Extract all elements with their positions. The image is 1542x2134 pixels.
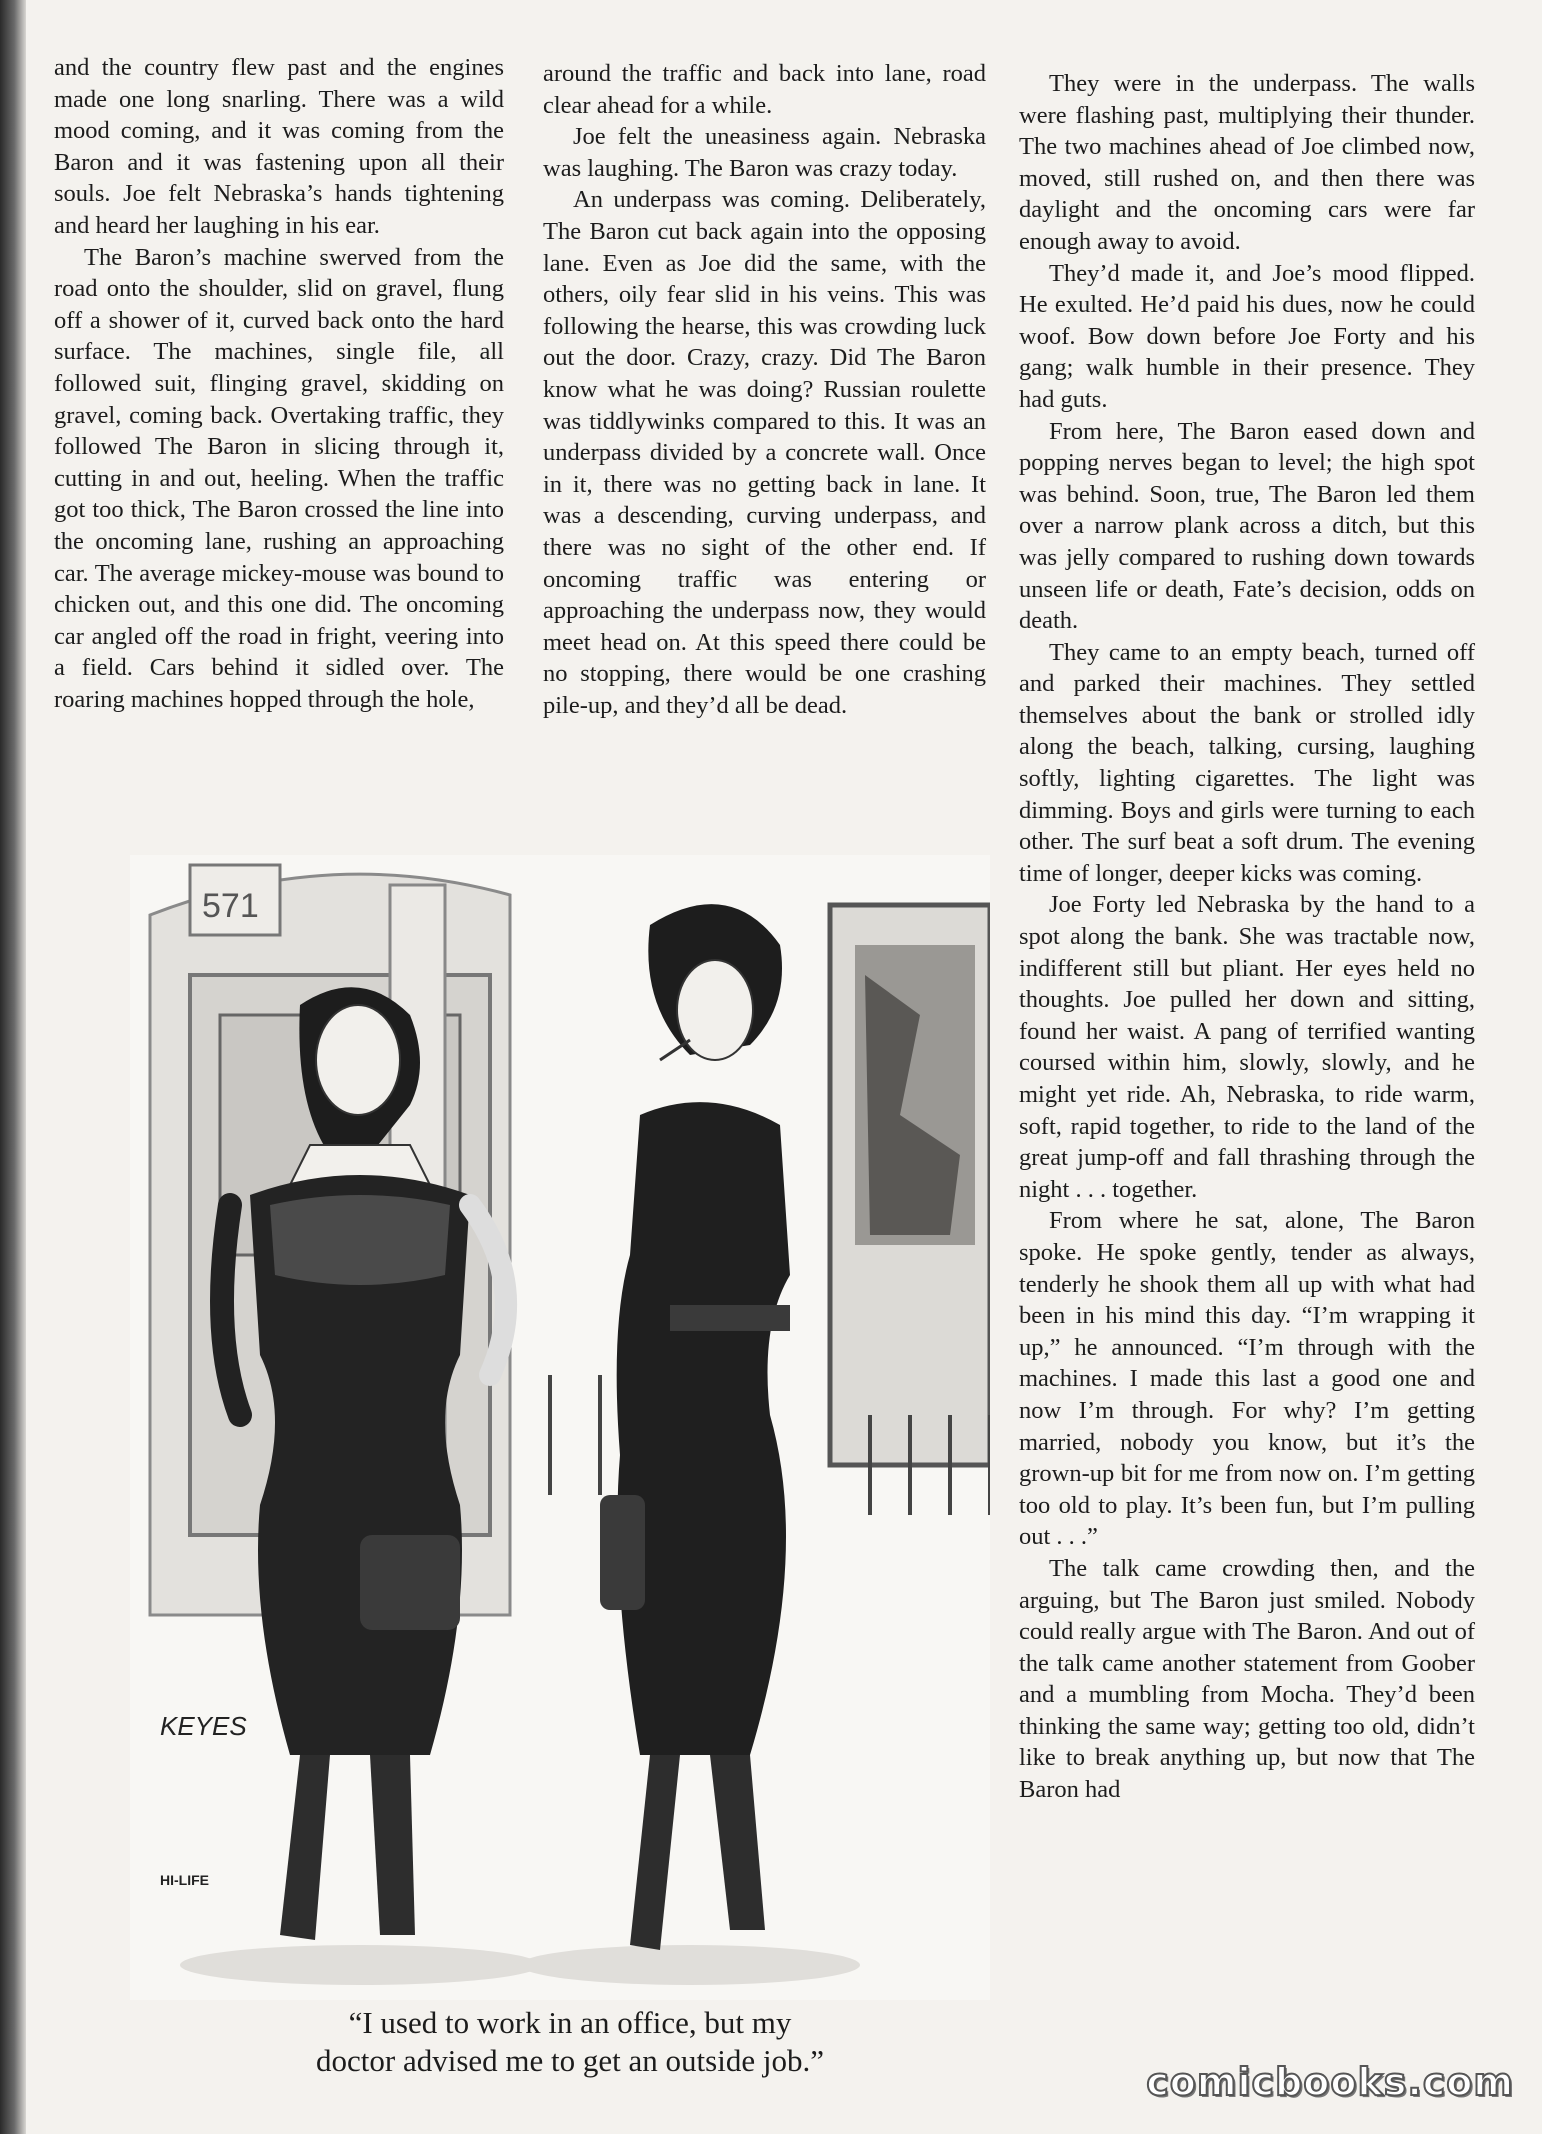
paragraph: Joe felt the uneasiness again. Nebraska was laughing. The Baron was crazy today. (543, 123, 986, 182)
paragraph: around the traffic and back into lane, road clear ahead for a while. (543, 60, 986, 119)
text-column-right (1019, 68, 1475, 1806)
text-column-middle (543, 58, 986, 721)
book-spine-shadow (0, 0, 26, 2134)
paragraph: From here, The Baron eased down and popping nerves began to level; the high spot was behind. Soon, true, The Baron led them over a narrow plank across a ditch, but this was jelly compared to rushing down towards unseen life or death, Fate’s decision, odds on death. (1019, 417, 1475, 635)
paragraph: The Baron’s machine swerved from the road onto the shoulder, slid on gravel, flung off a shower of it, curved back onto the hard surface. The machines, single file, all followed suit, flinging gravel, skidding on gravel, coming back. Overtaking traffic, they followed The Baron in slicing through it, cutting in and out, heeling. When the traffic got too thick, The Baron crossed the line into the oncoming lane, rushing an approaching car. The average mickey-mouse was bound to chicken out, and this one did. The oncoming car angled off the road in fright, veering into a field. Cars behind it sidled over. The roaring machines hopped through the hole, (54, 243, 504, 713)
paragraph: The talk came crowding then, and the arguing, but The Baron just smiled. Nobody could really argue with The Baron. And out of the talk came another statement from Goober and a mumbling from Mocha. They’d been thinking the same way; getting too old, didn’t like to break anything up, but now that The Baron had (1019, 1554, 1475, 1804)
artist-signature: KEYES (160, 1711, 247, 1741)
cartoon-drawing (130, 855, 990, 2000)
paragraph: They were in the underpass. The walls were flashing past, multiplying their thunder. The two machines ahead of Joe climbed now, moved, still rushed on, and then there was daylight and the oncoming cars were far enough away to avoid. (1019, 70, 1475, 255)
paragraph: and the country flew past and the engines made one long snarling. There was a wild mood coming, and it was coming from the Baron and it was fastening upon all their souls. Joe felt Nebraska’s hands tightening and heard her laughing in his ear. (54, 54, 504, 239)
paragraph: An underpass was coming. Deliberately, The Baron cut back again into the opposing lane. Even as Joe did the same, with the others, oily fear slid in his veins. This was following the hearse, this was crowding luck out the door. Crazy, crazy. Did The Baron know what he was doing? Russian roulette was tiddlywinks compared to this. It was an underpass divided by a concrete wall. Once in it, there was no getting back in lane. It was a descending, curving underpass, and there was no sight of the other end. If oncoming traffic was entering or approaching the underpass now, they would meet head on. At this speed there could be no stopping, there would be one crashing pile-up, and they’d all be dead. (543, 186, 986, 719)
site-watermark: comicbooks.com (1146, 2060, 1514, 2104)
caption-line: “I used to work in an office, but my (348, 2005, 792, 2040)
paragraph: They came to an empty beach, turned off and parked their machines. They settled themselves about the bank or strolled idly along the beach, talking, cursing, laughing softly, lighting cigarettes. The light was dimming. Boys and girls were turning to each other. The surf beat a soft drum. The evening time of longer, deeper kicks was coming. (1019, 638, 1475, 887)
paragraph: They’d made it, and Joe’s mood flipped. He exulted. He’d paid his dues, now he could woof. Bow down before Joe Forty and his gang; walk humble in their presence. They had guts. (1019, 259, 1475, 413)
imprint-label: HI-LIFE (160, 1872, 209, 1888)
caption-line: doctor advised me to get an outside job.” (316, 2043, 824, 2078)
door-number: 571 (202, 887, 259, 925)
paragraph: From where he sat, alone, The Baron spoke. He spoke gently, tender as always, tenderly he shook them all up with what had been in his mind this day. “I’m wrapping it up,” he announced. “I’m through with the machines. I made this last a good one and now I’m through. For why? I’m getting married, nobody you know, but it’s the grown-up bit for me from now on. I’m getting too old to play. It’s been fun, but I’m pulling out . . .” (1019, 1207, 1475, 1551)
paragraph: Joe Forty led Nebraska by the hand to a spot along the bank. She was tractable now, indifferent still but pliant. Her eyes held no thoughts. Joe pulled her down and sitting, found her waist. A pang of terrified wanting coursed within him, slowly, slowly, and he might yet ride. Ah, Nebraska, to ride warm, soft, rapid together, to ride to the land of the great jump-off and fall thrashing through the night . . . together. (1019, 891, 1475, 1203)
cartoon-illustration (130, 855, 990, 2000)
cartoon-caption (170, 2004, 970, 2080)
text-column-left (54, 52, 504, 715)
